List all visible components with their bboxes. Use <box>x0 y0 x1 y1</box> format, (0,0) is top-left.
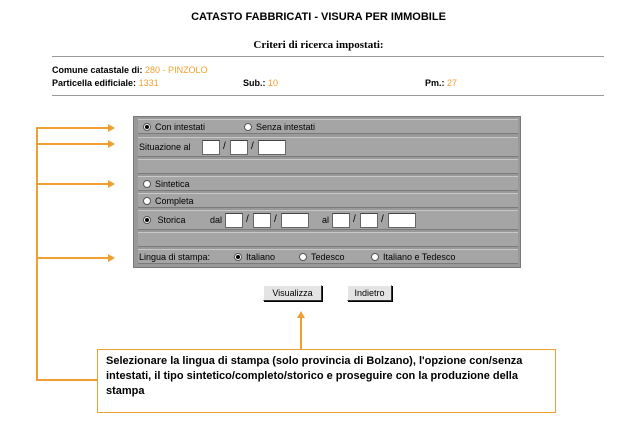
bottom-divider <box>52 95 604 96</box>
lingua-row <box>138 249 518 264</box>
instruction-callout <box>97 349 556 413</box>
particella-value: 1331 <box>138 78 159 88</box>
completa-row <box>138 193 518 208</box>
annotation-arrow-line <box>36 127 108 129</box>
al-month-input[interactable] <box>360 213 378 228</box>
dal-day-input[interactable] <box>225 213 243 228</box>
intestati-row <box>138 119 518 134</box>
date-separator: / <box>353 214 356 225</box>
annotation-arrow-line <box>36 379 97 381</box>
indietro-button[interactable]: Indietro <box>347 285 392 301</box>
arrow-right-icon <box>108 124 115 132</box>
particella-line <box>52 78 159 88</box>
callout-text: Selezionare la lingua di stampa (solo provincia di Bolzano), l'opzione con/senza intestati, il tipo sintetico/completo/storico e proseguire con la produzione della stampa <box>106 355 523 397</box>
spacer-row <box>138 232 518 247</box>
top-divider <box>52 56 604 57</box>
pm-value: 27 <box>447 78 458 88</box>
page-title: CATASTO FABBRICATI - VISURA PER IMMOBILE <box>191 11 446 23</box>
print-options-panel <box>133 116 521 268</box>
situazione-label: Situazione al <box>139 142 191 152</box>
date-separator: / <box>246 214 249 225</box>
sintetica-label: Sintetica <box>155 179 190 189</box>
situazione-row <box>138 137 518 157</box>
comune-line <box>52 65 208 75</box>
sub-label: Sub.: <box>243 78 266 88</box>
radio-unselected-icon[interactable] <box>244 123 252 131</box>
radio-completa[interactable] <box>143 194 194 209</box>
date-separator: / <box>251 141 254 152</box>
radio-senza-intestati[interactable] <box>244 120 315 135</box>
annotation-vertical-line <box>36 127 38 381</box>
arrow-right-icon <box>108 254 115 262</box>
annotation-vertical-line <box>300 318 302 349</box>
radio-con-intestati[interactable] <box>143 120 205 135</box>
sub-value: 10 <box>268 78 279 88</box>
arrow-up-icon <box>297 311 305 318</box>
radio-sintetica[interactable] <box>143 177 190 192</box>
storica-label: Storica <box>157 215 186 225</box>
senza-intestati-label: Senza intestati <box>256 122 316 132</box>
dal-label: dal <box>210 215 223 225</box>
date-separator: / <box>223 141 226 152</box>
arrow-right-icon <box>108 140 115 148</box>
storica-row <box>138 210 518 230</box>
spacer-row <box>138 159 518 174</box>
annotation-arrow-line <box>36 257 108 259</box>
radio-italiano-tedesco[interactable] <box>371 250 455 265</box>
completa-label: Completa <box>155 196 194 206</box>
pm-line <box>425 78 457 88</box>
pm-label: Pm.: <box>425 78 445 88</box>
sintetica-row <box>138 176 518 191</box>
al-label: al <box>322 215 330 225</box>
italiano-tedesco-label: Italiano e Tedesco <box>383 252 456 262</box>
lingua-label: Lingua di stampa: <box>139 252 211 262</box>
sub-line <box>243 78 278 88</box>
dal-month-input[interactable] <box>253 213 271 228</box>
tedesco-label: Tedesco <box>311 252 345 262</box>
radio-italiano[interactable] <box>234 250 275 265</box>
visualizza-button[interactable]: Visualizza <box>263 285 322 301</box>
dal-year-input[interactable] <box>281 213 309 228</box>
radio-unselected-icon[interactable] <box>371 253 379 261</box>
criteria-subtitle: Criteri di ricerca impostati: <box>253 39 384 51</box>
radio-tedesco[interactable] <box>299 250 345 265</box>
comune-value: 280 - PINZOLO <box>145 65 208 75</box>
radio-storica[interactable] <box>143 213 186 228</box>
al-day-input[interactable] <box>332 213 350 228</box>
al-year-input[interactable] <box>388 213 416 228</box>
situazione-year-input[interactable] <box>258 140 286 155</box>
particella-label: Particella edificiale: <box>52 78 137 88</box>
annotation-arrow-line <box>36 183 108 185</box>
radio-selected-icon[interactable] <box>234 253 242 261</box>
comune-label: Comune catastale di: <box>52 65 143 75</box>
arrow-right-icon <box>108 180 115 188</box>
situazione-day-input[interactable] <box>202 140 220 155</box>
date-separator: / <box>381 214 384 225</box>
con-intestati-label: Con intestati <box>155 122 206 132</box>
radio-selected-icon[interactable] <box>143 123 151 131</box>
radio-unselected-icon[interactable] <box>299 253 307 261</box>
situazione-month-input[interactable] <box>230 140 248 155</box>
annotation-arrow-line <box>36 143 108 145</box>
date-separator: / <box>274 214 277 225</box>
radio-selected-icon[interactable] <box>143 216 151 224</box>
italiano-label: Italiano <box>246 252 276 262</box>
radio-unselected-icon[interactable] <box>143 197 151 205</box>
radio-unselected-icon[interactable] <box>143 180 151 188</box>
